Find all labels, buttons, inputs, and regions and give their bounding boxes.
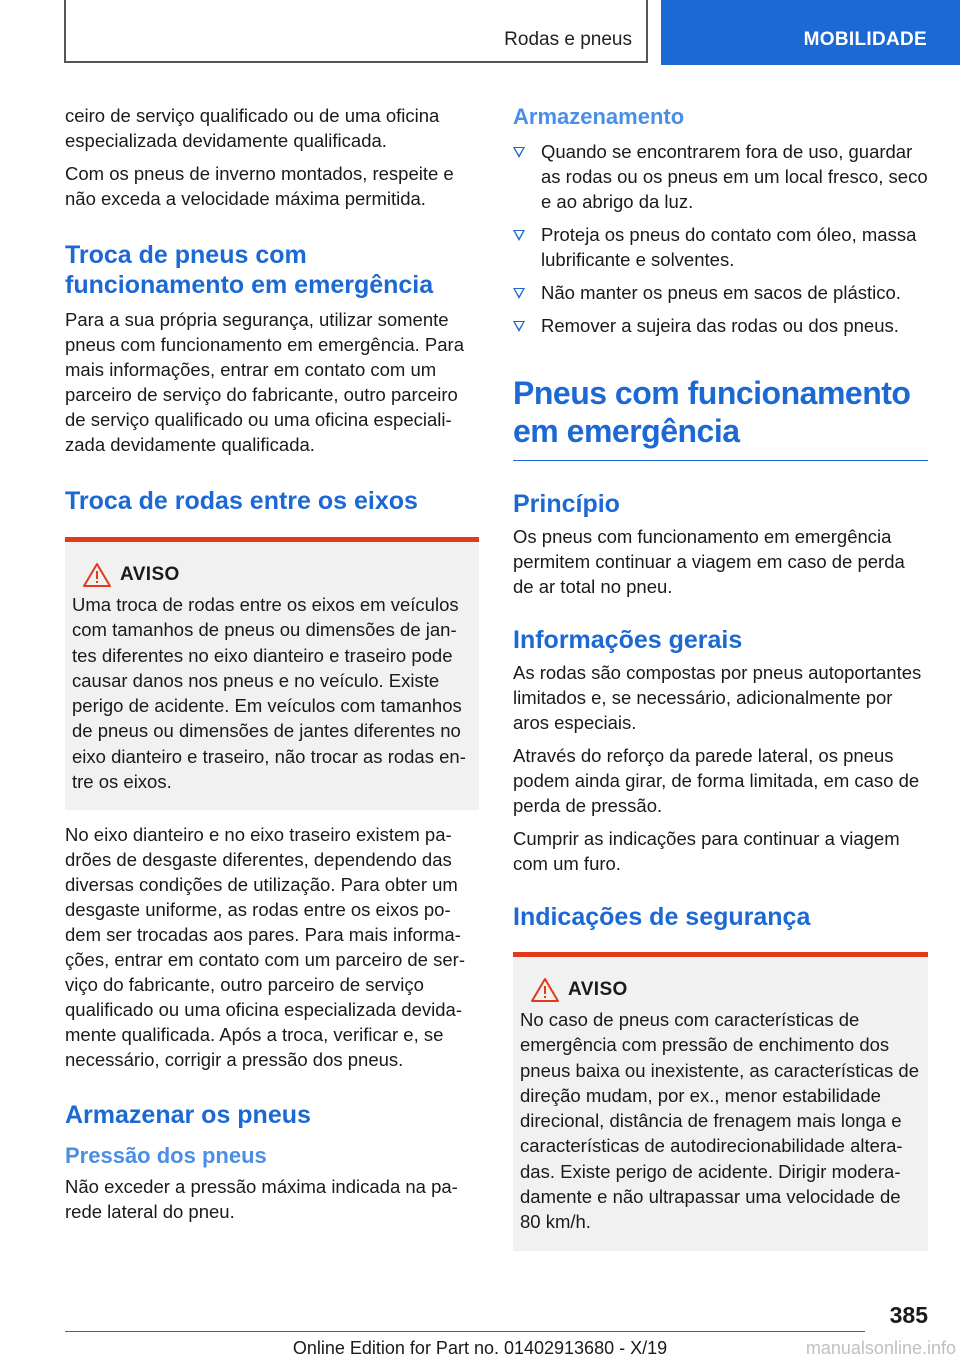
intro-paragraph-1: ceiro de serviço qualificado ou de uma oficina especializada devidamente qualificada.	[65, 105, 440, 151]
list-item: Remover a sujeira das rodas ou dos pneus.	[513, 313, 928, 338]
warning-triangle-icon	[82, 562, 112, 588]
triangle-bullet-icon	[513, 321, 525, 332]
footer-edition: Online Edition for Part no. 01402913680 - X/19	[292, 1338, 668, 1358]
triangle-bullet-icon	[513, 288, 525, 299]
heading-armazenamento: Armazenamento	[513, 104, 685, 129]
section-title: Rodas e pneus	[504, 29, 632, 50]
paragraph-info-2: Através do reforço da parede lateral, os pneus podem ainda girar, de forma limitada, em caso de perda de pressão.	[513, 745, 920, 816]
intro-paragraph-2: Com os pneus de inverno montados, respeite e não exceda a velocidade máxima permitida.	[65, 163, 454, 209]
paragraph-principio: Os pneus com funcionamento em emergência permitem continuar a viagem em caso de perda de ar total no pneu.	[513, 526, 905, 597]
left-column	[65, 103, 479, 1232]
chapter-title: MOBILIDADE	[803, 29, 927, 50]
page-header	[0, 0, 960, 66]
triangle-bullet-icon	[513, 230, 525, 241]
warning-triangle-icon	[530, 977, 560, 1003]
list-item: Não manter os pneus em sacos de plástico.	[513, 280, 928, 305]
chapter-tab	[661, 0, 960, 65]
heading-rule	[513, 460, 928, 461]
heading-armazenar-pneus: Armazenar os pneus	[65, 1101, 311, 1130]
right-column	[513, 103, 928, 1251]
warning-text: Uma troca de rodas entre os eixos em veículos com tamanhos de pneus ou dimensões de jantes diferentes no eixo dianteiro e traseiro pode causar danos nos pneus e no veículo. Existe perigo de acidente. Em veículos com tamanhos de pneus ou dimensões de jantes diferentes no eixo dianteiro e traseiro, não trocar as rodas entre os eixos.	[72, 594, 466, 793]
heading-indicacoes-seguranca: Indicações de segurança	[513, 903, 811, 931]
heading-troca-emergencia: Troca de pneus com funcionamento em emergência	[65, 241, 434, 299]
warning-header	[72, 562, 473, 588]
paragraph-info-1: As rodas são compostas por pneus autoportantes limitados e, se necessário, adicionalmente por aros especiais.	[513, 662, 922, 733]
heading-informacoes-gerais: Informações gerais	[513, 626, 743, 654]
paragraph-pressao: Não exceder a pressão máxima indicada na parede lateral do pneu.	[65, 1176, 458, 1223]
section-tab	[64, 0, 648, 63]
list-item: Quando se encontrarem fora de uso, guardar as rodas ou os pneus em um local fresco, seco e ao abrigo da luz.	[513, 139, 928, 214]
list-item: Proteja os pneus do contato com óleo, massa lubrificante e solventes.	[513, 222, 928, 272]
warning-text: No caso de pneus com características de emergência com pressão de enchimento dos pneus baixa ou inexistente, as características de direção mudam, por ex., menor estabilidade direcional, distância de frenagem mais longa e características de autodirecionabilidade alteradas. Existe perigo de acidente. Dirigir moderadamente e não ultrapassar uma velocidade de 80 km/h.	[520, 1009, 920, 1233]
paragraph-info-3: Cumprir as indicações para continuar a viagem com um furo.	[513, 828, 900, 874]
heading-troca-eixos: Troca de rodas entre os eixos	[65, 487, 418, 515]
storage-list	[513, 139, 928, 338]
warning-title: AVISO	[120, 564, 180, 585]
warning-box-seguranca	[513, 952, 928, 1251]
warning-header	[520, 977, 922, 1003]
warning-box-eixos	[65, 537, 479, 810]
chapter-heading-pneus-emergencia: Pneus com funcionamento em emergência	[513, 375, 911, 449]
footer-rule	[65, 1331, 865, 1332]
paragraph-troca-emergencia: Para a sua própria segurança, utilizar somente pneus com funcionamento em emergência. Para mais informações, entrar em contato com um parceiro de serviço do fabricante, outro parceiro de serviço qualificado ou uma oficina especializada devidamente qualificada.	[65, 309, 464, 455]
page-number: 385	[889, 1302, 928, 1328]
warning-title: AVISO	[568, 979, 628, 1000]
footer-watermark: manualsonline.info	[805, 1338, 956, 1358]
triangle-bullet-icon	[513, 147, 525, 158]
paragraph-eixos: No eixo dianteiro e no eixo traseiro existem padrões de desgaste diferentes, dependendo das diversas condições de utilização. Para obter um desgaste uniforme, as rodas entre os eixos podem ser trocadas aos pares. Para mais informações, entrar em contato com um parceiro de serviço do fabricante, outro parceiro de serviço qualificado ou uma oficina especializada devidamente qualificada. Após a troca, verificar e, se necessário, corrigir a pressão dos pneus.	[65, 824, 465, 1071]
heading-principio: Princípio	[513, 490, 620, 518]
heading-pressao-pneus: Pressão dos pneus	[65, 1143, 267, 1169]
